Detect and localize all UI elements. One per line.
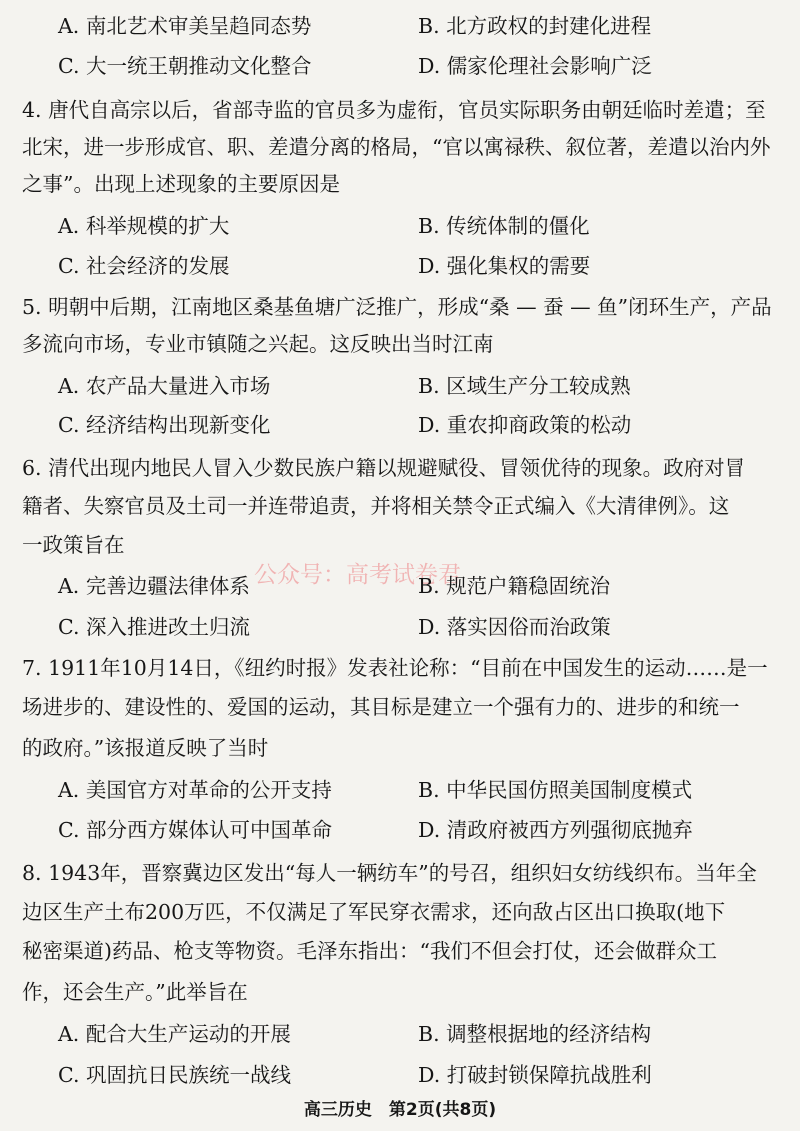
q3-option-a: A. 南北艺术审美呈趋同态势 (58, 14, 312, 38)
q6-stem-line-3: 一政策旨在 (22, 533, 125, 557)
q8-stem-line-2: 边区生产土布200万匹，不仅满足了军民穿衣需求，还向敌占区出口换取(地下 (22, 900, 726, 924)
q4-option-b: B. 传统体制的僵化 (418, 214, 590, 238)
q6-option-a: A. 完善边疆法律体系 (58, 574, 250, 598)
q3-option-b: B. 北方政权的封建化进程 (418, 14, 652, 38)
q8-stem-line-4: 作，还会生产。”此举旨在 (22, 980, 248, 1004)
q6-stem-line-2: 籍者、失察官员及土司一并连带追责，并将相关禁令正式编入《大清律例》。这 (22, 494, 730, 518)
q6-option-c: C. 深入推进改土归流 (58, 615, 250, 639)
q4-stem-line-2: 北宋，进一步形成官、职、差遣分离的格局，“官以寓禄秩、叙位著，差遣以治内外 (22, 135, 771, 159)
q7-option-b: B. 中华民国仿照美国制度模式 (418, 778, 693, 802)
q6-stem-line-1: 6. 清代出现内地民人冒入少数民族户籍以规避赋役、冒领优待的现象。政府对冒 (22, 456, 746, 480)
q7-option-c: C. 部分西方媒体认可中国革命 (58, 818, 332, 842)
q5-option-b: B. 区域生产分工较成熟 (418, 374, 631, 398)
q4-option-d: D. 强化集权的需要 (418, 254, 591, 278)
q6-option-b: B. 规范户籍稳固统治 (418, 574, 611, 598)
q4-option-a: A. 科举规模的扩大 (58, 214, 230, 238)
q6-option-d: D. 落实因俗而治政策 (418, 615, 611, 639)
q7-option-a: A. 美国官方对革命的公开支持 (58, 778, 332, 802)
q7-option-d: D. 清政府被西方列强彻底抛弃 (418, 818, 693, 842)
q4-option-c: C. 社会经济的发展 (58, 254, 230, 278)
q8-stem-line-1: 8. 1943年，晋察冀边区发出“每人一辆纺车”的号召，组织妇女纺线织布。当年全 (22, 861, 757, 885)
q8-stem-line-3: 秘密渠道)药品、枪支等物资。毛泽东指出：“我们不但会打仗，还会做群众工 (22, 939, 717, 963)
q5-stem-line-1: 5. 明朝中后期，江南地区桑基鱼塘广泛推广，形成“桑 — 蚕 — 鱼”闭环生产，产品 (22, 295, 772, 319)
q5-option-d: D. 重农抑商政策的松动 (418, 413, 632, 437)
q7-stem-line-3: 的政府。”该报道反映了当时 (22, 736, 269, 760)
page-footer: 高三历史 第2页(共8页) (303, 1100, 497, 1120)
q4-stem-line-1: 4. 唐代自高宗以后，省部寺监的官员多为虚衔，官员实际职务由朝廷临时差遣；至 (22, 98, 766, 122)
watermark: 公众号：高考试卷君 (254, 562, 461, 588)
q5-option-c: C. 经济结构出现新变化 (58, 413, 271, 437)
q7-stem-line-2: 场进步的、建设性的、爱国的运动，其目标是建立一个强有力的、进步的和统一 (22, 695, 740, 719)
q8-option-c: C. 巩固抗日民族统一战线 (58, 1063, 291, 1087)
q8-option-a: A. 配合大生产运动的开展 (58, 1022, 291, 1046)
q8-option-b: B. 调整根据地的经济结构 (418, 1022, 652, 1046)
q4-stem-line-3: 之事”。出现上述现象的主要原因是 (22, 172, 340, 196)
q3-option-d: D. 儒家伦理社会影响广泛 (418, 54, 652, 78)
q8-option-d: D. 打破封锁保障抗战胜利 (418, 1063, 652, 1087)
q5-stem-line-2: 多流向市场，专业市镇随之兴起。这反映出当时江南 (22, 332, 494, 356)
q3-option-c: C. 大一统王朝推动文化整合 (58, 54, 312, 78)
q5-option-a: A. 农产品大量进入市场 (58, 374, 271, 398)
q7-stem-line-1: 7. 1911年10月14日，《纽约时报》发表社论称：“目前在中国发生的运动……是一 (22, 656, 768, 680)
